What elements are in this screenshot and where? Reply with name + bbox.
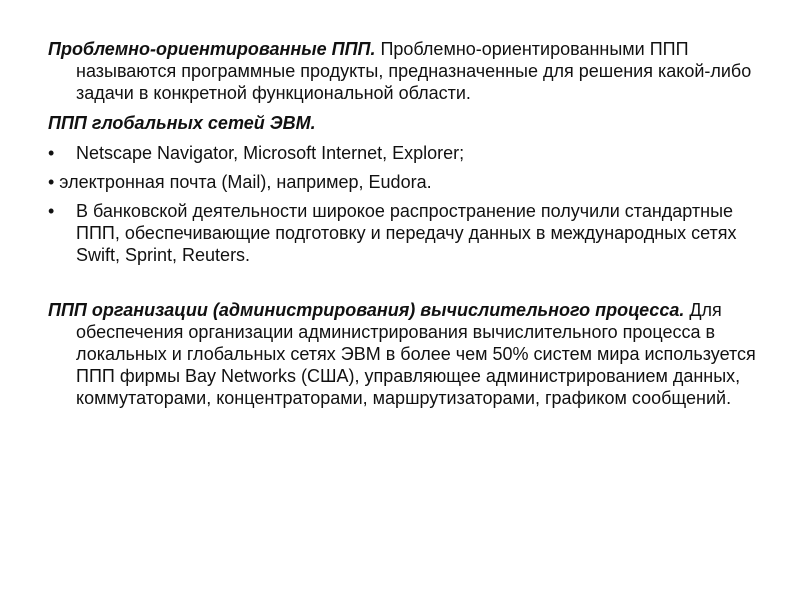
paragraph-problem-oriented (48, 38, 760, 104)
spacer (48, 273, 760, 299)
paragraph-text: Для обеспечения организации администрирования вычислительного процесса в локальных и глобальных сетях ЭВМ в более чем 50% систем мира используется ППП фирмы Bay Networks (США), управляющее администрированием данных, коммутаторами, концентраторами, маршрутизаторами, графиком сообщений. (76, 300, 756, 408)
paragraph-text: Проблемно-ориентированными ППП называются программные продукты, предназначенные для решения какой-либо задачи в конкретной функциональной области. (76, 39, 752, 103)
list-item (48, 171, 760, 193)
paragraph-administration (48, 299, 760, 409)
list-item (48, 200, 760, 266)
bullet-icon: • (48, 201, 55, 221)
list-item (48, 142, 760, 164)
paragraph-title: Проблемно-ориентированные ППП. (48, 39, 376, 59)
bullet-icon: • (48, 143, 55, 163)
heading-global-networks: ППП глобальных сетей ЭВМ. (48, 113, 316, 133)
paragraph-title: ППП организации (администрирования) вычислительного процесса. (48, 300, 685, 320)
list-item-text: Netscape Navigator, Microsoft Internet, Explorer; (76, 143, 465, 163)
list-item-text: • электронная почта (Mail), например, Eudora. (48, 172, 432, 192)
list-item-text: В банковской деятельности широкое распространение получили стандартные ППП, обеспечивающие подготовку и передачу данных в международных сетях Swift, Sprint, Reuters. (76, 201, 737, 265)
